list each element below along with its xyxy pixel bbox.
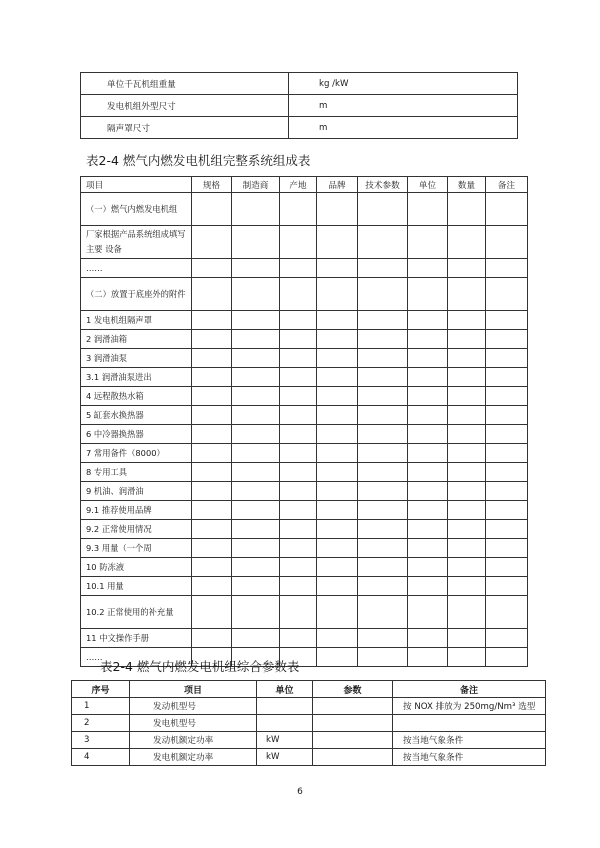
empty-cell xyxy=(408,406,448,425)
table-row xyxy=(81,259,528,278)
table-row xyxy=(81,577,528,596)
empty-cell xyxy=(192,501,232,520)
empty-cell xyxy=(192,193,232,226)
row-number: 4 xyxy=(72,749,130,766)
empty-cell xyxy=(486,520,528,539)
empty-cell xyxy=(192,368,232,387)
empty-cell xyxy=(448,629,486,648)
item-cell: 7 常用备件（8000） xyxy=(81,444,192,463)
table-row xyxy=(81,387,528,406)
table-row xyxy=(81,278,528,311)
empty-cell xyxy=(280,520,317,539)
empty-cell xyxy=(408,193,448,226)
empty-cell xyxy=(192,349,232,368)
empty-cell xyxy=(448,596,486,629)
empty-cell xyxy=(358,368,408,387)
header-cell: 产地 xyxy=(280,177,317,193)
header-cell: 技术参数 xyxy=(358,177,408,193)
header-cell: 备注 xyxy=(393,681,546,698)
table-row xyxy=(81,425,528,444)
empty-cell xyxy=(280,501,317,520)
empty-cell xyxy=(317,368,358,387)
item-cell: 厂家根据产品系统组成填写主要 设备 xyxy=(81,226,192,259)
empty-cell xyxy=(232,311,280,330)
empty-cell xyxy=(408,278,448,311)
table-row xyxy=(81,444,528,463)
empty-cell xyxy=(280,558,317,577)
empty-cell xyxy=(448,330,486,349)
empty-cell xyxy=(280,349,317,368)
empty-cell xyxy=(408,349,448,368)
table-row xyxy=(81,330,528,349)
empty-cell xyxy=(486,349,528,368)
empty-cell xyxy=(486,259,528,278)
empty-cell xyxy=(486,648,528,667)
item-cell: 3.1 润滑油泵进出 xyxy=(81,368,192,387)
empty-cell xyxy=(448,387,486,406)
empty-cell xyxy=(192,596,232,629)
empty-cell xyxy=(448,539,486,558)
empty-cell xyxy=(408,226,448,259)
header-cell: 制造商 xyxy=(232,177,280,193)
item-cell: 11 中文操作手册 xyxy=(81,629,192,648)
empty-cell xyxy=(232,226,280,259)
empty-cell xyxy=(280,387,317,406)
empty-cell xyxy=(408,330,448,349)
empty-cell xyxy=(358,482,408,501)
empty-cell xyxy=(280,259,317,278)
empty-cell xyxy=(358,520,408,539)
row-unit xyxy=(257,698,313,715)
comprehensive-parameter-table xyxy=(71,680,546,766)
row-number: 1 xyxy=(72,698,130,715)
empty-cell xyxy=(448,482,486,501)
item-cell: 10.1 用量 xyxy=(81,577,192,596)
header-cell: 项目 xyxy=(81,177,192,193)
row-remark: 按当地气象条件 xyxy=(393,732,546,749)
empty-cell xyxy=(486,387,528,406)
header-cell: 单位 xyxy=(408,177,448,193)
item-cell: 9 机油、润滑油 xyxy=(81,482,192,501)
row-unit: kW xyxy=(257,749,313,766)
empty-cell xyxy=(317,311,358,330)
empty-cell xyxy=(448,349,486,368)
empty-cell xyxy=(280,193,317,226)
empty-cell xyxy=(232,444,280,463)
row-remark: 按 NOX 排放为 250mg/Nm³ 选型 xyxy=(393,698,546,715)
table-header-row xyxy=(81,177,528,193)
empty-cell xyxy=(358,501,408,520)
item-cell: 3 润滑油泵 xyxy=(81,349,192,368)
empty-cell xyxy=(486,577,528,596)
empty-cell xyxy=(408,539,448,558)
item-cell: 4 远程散热水箱 xyxy=(81,387,192,406)
empty-cell xyxy=(317,425,358,444)
empty-cell xyxy=(280,406,317,425)
row-param xyxy=(313,698,393,715)
table-row xyxy=(81,539,528,558)
header-cell: 备注 xyxy=(486,177,528,193)
empty-cell xyxy=(448,444,486,463)
empty-cell xyxy=(317,520,358,539)
empty-cell xyxy=(486,596,528,629)
empty-cell xyxy=(280,444,317,463)
empty-cell xyxy=(192,425,232,444)
table-row xyxy=(81,73,518,95)
empty-cell xyxy=(232,193,280,226)
row-item: 单位千瓦机组重量 xyxy=(81,73,289,95)
empty-cell xyxy=(408,311,448,330)
empty-cell xyxy=(408,463,448,482)
empty-cell xyxy=(192,387,232,406)
table-row xyxy=(81,558,528,577)
item-cell: 9.3 用量（一个周 xyxy=(81,539,192,558)
empty-cell xyxy=(192,444,232,463)
empty-cell xyxy=(408,501,448,520)
empty-cell xyxy=(317,193,358,226)
empty-cell xyxy=(232,463,280,482)
item-cell: 9.2 正常使用情况 xyxy=(81,520,192,539)
row-item: 发动机型号 xyxy=(130,698,257,715)
empty-cell xyxy=(192,226,232,259)
empty-cell xyxy=(486,406,528,425)
unit-weight-dimension-table xyxy=(80,72,518,139)
system-composition-table xyxy=(80,176,528,667)
empty-cell xyxy=(192,259,232,278)
empty-cell xyxy=(358,330,408,349)
empty-cell xyxy=(232,520,280,539)
empty-cell xyxy=(486,311,528,330)
empty-cell xyxy=(358,387,408,406)
empty-cell xyxy=(232,387,280,406)
empty-cell xyxy=(280,577,317,596)
empty-cell xyxy=(317,629,358,648)
empty-cell xyxy=(486,463,528,482)
empty-cell xyxy=(448,311,486,330)
empty-cell xyxy=(448,648,486,667)
table-row xyxy=(81,482,528,501)
empty-cell xyxy=(317,349,358,368)
empty-cell xyxy=(408,596,448,629)
empty-cell xyxy=(317,226,358,259)
empty-cell xyxy=(317,596,358,629)
row-param xyxy=(313,715,393,732)
empty-cell xyxy=(317,482,358,501)
item-cell: 10 防冻液 xyxy=(81,558,192,577)
empty-cell xyxy=(280,482,317,501)
item-cell: 6 中冷器换热器 xyxy=(81,425,192,444)
item-cell: 9.1 推荐使用品牌 xyxy=(81,501,192,520)
empty-cell xyxy=(232,629,280,648)
header-cell: 规格 xyxy=(192,177,232,193)
empty-cell xyxy=(232,406,280,425)
table1-title: 表2-4 燃气内燃发电机组完整系统组成表 xyxy=(86,153,311,168)
empty-cell xyxy=(486,425,528,444)
empty-cell xyxy=(280,596,317,629)
table-row xyxy=(81,349,528,368)
item-cell: …… xyxy=(81,648,192,667)
empty-cell xyxy=(448,425,486,444)
table-row xyxy=(72,732,546,749)
empty-cell xyxy=(358,226,408,259)
table-row xyxy=(81,368,528,387)
empty-cell xyxy=(486,193,528,226)
table-row xyxy=(72,715,546,732)
table-row xyxy=(81,117,518,139)
row-number: 3 xyxy=(72,732,130,749)
empty-cell xyxy=(408,444,448,463)
item-cell: 1 发电机组隔声罩 xyxy=(81,311,192,330)
table-row xyxy=(72,749,546,766)
table-row xyxy=(81,596,528,629)
empty-cell xyxy=(280,330,317,349)
header-cell: 品牌 xyxy=(317,177,358,193)
empty-cell xyxy=(358,406,408,425)
table-row xyxy=(81,311,528,330)
empty-cell xyxy=(448,259,486,278)
empty-cell xyxy=(408,387,448,406)
empty-cell xyxy=(232,330,280,349)
empty-cell xyxy=(317,387,358,406)
row-unit: kW xyxy=(257,732,313,749)
empty-cell xyxy=(192,577,232,596)
empty-cell xyxy=(280,278,317,311)
empty-cell xyxy=(192,311,232,330)
empty-cell xyxy=(448,558,486,577)
empty-cell xyxy=(317,330,358,349)
row-item: 发电机型号 xyxy=(130,715,257,732)
empty-cell xyxy=(358,425,408,444)
empty-cell xyxy=(486,330,528,349)
table-row xyxy=(81,629,528,648)
empty-cell xyxy=(408,629,448,648)
empty-cell xyxy=(486,368,528,387)
item-cell: 10.2 正常使用的补充量 xyxy=(81,596,192,629)
empty-cell xyxy=(192,330,232,349)
empty-cell xyxy=(448,226,486,259)
empty-cell xyxy=(448,577,486,596)
empty-cell xyxy=(232,539,280,558)
empty-cell xyxy=(358,577,408,596)
empty-cell xyxy=(486,482,528,501)
item-cell: 8 专用工具 xyxy=(81,463,192,482)
empty-cell xyxy=(192,482,232,501)
empty-cell xyxy=(408,520,448,539)
empty-cell xyxy=(448,520,486,539)
row-unit xyxy=(257,715,313,732)
header-cell: 单位 xyxy=(257,681,313,698)
empty-cell xyxy=(280,226,317,259)
empty-cell xyxy=(232,596,280,629)
empty-cell xyxy=(232,349,280,368)
empty-cell xyxy=(317,648,358,667)
empty-cell xyxy=(232,558,280,577)
empty-cell xyxy=(486,226,528,259)
row-item: 隔声罩尺寸 xyxy=(81,117,289,139)
empty-cell xyxy=(317,406,358,425)
table-row xyxy=(81,463,528,482)
empty-cell xyxy=(358,463,408,482)
empty-cell xyxy=(280,539,317,558)
empty-cell xyxy=(448,278,486,311)
empty-cell xyxy=(408,425,448,444)
table-row xyxy=(81,95,518,117)
empty-cell xyxy=(232,482,280,501)
empty-cell xyxy=(358,349,408,368)
row-param xyxy=(313,732,393,749)
empty-cell xyxy=(192,278,232,311)
empty-cell xyxy=(358,539,408,558)
header-cell: 项目 xyxy=(130,681,257,698)
table-row xyxy=(81,406,528,425)
empty-cell xyxy=(232,577,280,596)
empty-cell xyxy=(280,311,317,330)
row-unit: m xyxy=(289,117,518,139)
table-row xyxy=(81,226,528,259)
table-row xyxy=(72,698,546,715)
empty-cell xyxy=(232,259,280,278)
empty-cell xyxy=(192,463,232,482)
empty-cell xyxy=(232,278,280,311)
empty-cell xyxy=(486,501,528,520)
empty-cell xyxy=(448,406,486,425)
header-cell: 数量 xyxy=(448,177,486,193)
empty-cell xyxy=(317,558,358,577)
row-unit: kg /kW xyxy=(289,73,518,95)
empty-cell xyxy=(358,193,408,226)
empty-cell xyxy=(232,425,280,444)
empty-cell xyxy=(486,629,528,648)
empty-cell xyxy=(408,577,448,596)
item-cell: （二）放置于底座外的附件 xyxy=(81,278,192,311)
empty-cell xyxy=(232,368,280,387)
empty-cell xyxy=(358,558,408,577)
empty-cell xyxy=(358,278,408,311)
row-remark: 按当地气象条件 xyxy=(393,749,546,766)
empty-cell xyxy=(486,444,528,463)
empty-cell xyxy=(448,463,486,482)
empty-cell xyxy=(192,629,232,648)
empty-cell xyxy=(358,596,408,629)
row-unit: m xyxy=(289,95,518,117)
row-number: 2 xyxy=(72,715,130,732)
row-remark xyxy=(393,715,546,732)
item-cell: 5 缸套水换热器 xyxy=(81,406,192,425)
table2-title: 表2-4 燃气内燃发电机组综合参数表 xyxy=(100,659,300,674)
empty-cell xyxy=(358,648,408,667)
row-param xyxy=(313,749,393,766)
empty-cell xyxy=(192,406,232,425)
row-item: 发电机额定功率 xyxy=(130,749,257,766)
empty-cell xyxy=(358,629,408,648)
empty-cell xyxy=(448,501,486,520)
empty-cell xyxy=(448,368,486,387)
empty-cell xyxy=(317,577,358,596)
empty-cell xyxy=(192,520,232,539)
empty-cell xyxy=(317,259,358,278)
item-cell: （一）燃气内燃发电机组 xyxy=(81,193,192,226)
row-item: 发动机额定功率 xyxy=(130,732,257,749)
header-cell: 参数 xyxy=(313,681,393,698)
page-number: 6 xyxy=(297,787,303,797)
empty-cell xyxy=(408,648,448,667)
empty-cell xyxy=(486,278,528,311)
row-item: 发电机组外型尺寸 xyxy=(81,95,289,117)
empty-cell xyxy=(280,463,317,482)
empty-cell xyxy=(486,539,528,558)
empty-cell xyxy=(317,463,358,482)
item-cell: …… xyxy=(81,259,192,278)
empty-cell xyxy=(408,482,448,501)
empty-cell xyxy=(317,539,358,558)
table-row xyxy=(81,520,528,539)
empty-cell xyxy=(280,368,317,387)
empty-cell xyxy=(280,629,317,648)
empty-cell xyxy=(358,259,408,278)
table-row xyxy=(81,193,528,226)
empty-cell xyxy=(280,425,317,444)
empty-cell xyxy=(192,558,232,577)
header-cell: 序号 xyxy=(72,681,130,698)
empty-cell xyxy=(408,259,448,278)
table-row xyxy=(81,501,528,520)
empty-cell xyxy=(448,193,486,226)
empty-cell xyxy=(317,444,358,463)
empty-cell xyxy=(317,501,358,520)
table-header-row xyxy=(72,681,546,698)
empty-cell xyxy=(358,311,408,330)
item-cell: 2 润滑油箱 xyxy=(81,330,192,349)
empty-cell xyxy=(232,501,280,520)
empty-cell xyxy=(192,539,232,558)
empty-cell xyxy=(358,444,408,463)
empty-cell xyxy=(408,368,448,387)
empty-cell xyxy=(486,558,528,577)
empty-cell xyxy=(317,278,358,311)
empty-cell xyxy=(408,558,448,577)
